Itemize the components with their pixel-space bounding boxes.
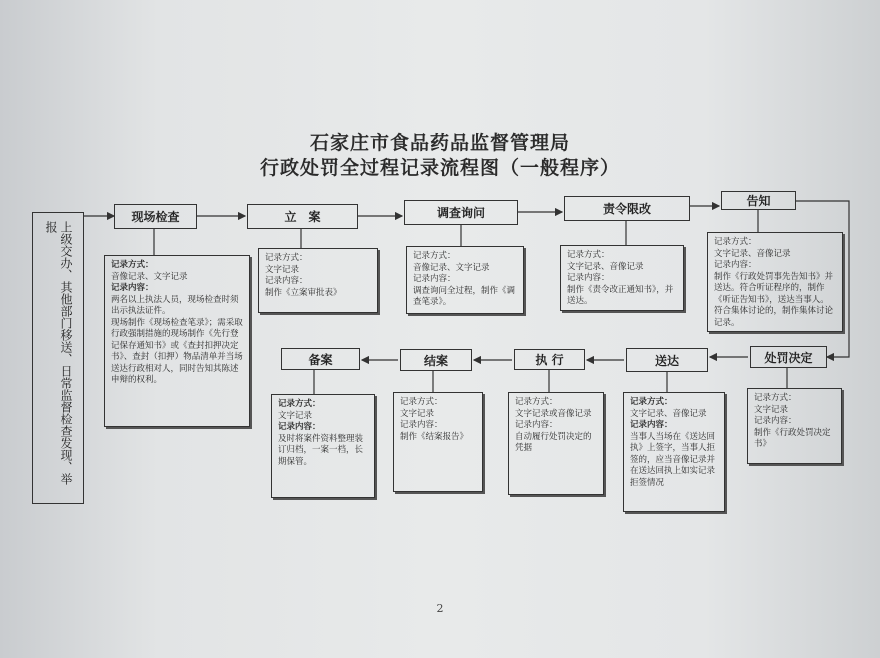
stage-zeling: 责令限改 xyxy=(564,196,690,221)
desc-text: 文字记录 xyxy=(754,404,789,415)
desc-diaocha xyxy=(406,246,524,314)
desc-label: 记录内容： xyxy=(754,416,797,426)
stage-diaocha: 调查询问 xyxy=(404,200,518,225)
desc-label: 记录方式： xyxy=(111,260,154,270)
desc-chufa xyxy=(747,388,842,464)
desc-label: 记录方式： xyxy=(413,251,456,261)
desc-label: 记录方式： xyxy=(754,393,797,403)
desc-text: 音像记录、文字记录 xyxy=(111,271,188,282)
desc-text: 当事人当场在《送达回执》上签字，当事人拒签的，应当音像记录并在送达回执上如实记录拒签情况 xyxy=(630,431,716,488)
desc-label: 记录方式： xyxy=(567,250,610,260)
desc-jiean xyxy=(393,392,483,492)
desc-label: 记录方式： xyxy=(630,397,673,407)
desc-label: 记录方式： xyxy=(265,253,308,263)
desc-label: 记录内容： xyxy=(515,420,558,430)
stage-jiean: 结案 xyxy=(400,349,472,371)
desc-text: 自动履行处罚决定的凭据 xyxy=(515,431,592,453)
desc-text: 制作《结案报告》 xyxy=(400,431,469,442)
desc-label: 记录方式： xyxy=(515,397,558,407)
desc-label: 记录方式： xyxy=(400,397,443,407)
desc-xianchang xyxy=(104,255,250,427)
desc-text: 文字记录、音像记录 xyxy=(630,408,707,419)
desc-text: 及时将案件资料整理装订归档，一案一档，长期保管。 xyxy=(278,433,364,467)
desc-label: 记录内容： xyxy=(413,274,456,284)
desc-label: 记录方式： xyxy=(714,237,757,247)
desc-songda xyxy=(623,392,725,512)
desc-text: 文字记录、音像记录 xyxy=(714,248,791,259)
desc-text: 制作《行政处罚决定书》 xyxy=(754,427,831,449)
desc-lian xyxy=(258,248,378,313)
desc-text: 文字记录 xyxy=(278,410,313,421)
desc-text: 制作《责令改正通知书》，并送达。 xyxy=(567,284,674,306)
desc-text: 音像记录、文字记录 xyxy=(413,262,490,273)
desc-text: 文字记录 xyxy=(400,408,435,419)
stage-gaozhi: 告知 xyxy=(721,191,796,210)
desc-label: 记录内容： xyxy=(567,273,610,283)
desc-text: 制作《立案审批表》 xyxy=(265,287,342,298)
desc-text: 文字记录或音像记录 xyxy=(515,408,592,419)
stage-beian: 备案 xyxy=(281,348,360,370)
desc-zeling xyxy=(560,245,684,311)
desc-zhixing xyxy=(508,392,604,495)
desc-text: 两名以上执法人员，现场检查时须出示执法证件。 xyxy=(111,294,239,316)
stage-chufa: 处罚决定 xyxy=(750,346,827,368)
desc-label: 记录内容： xyxy=(630,420,673,430)
desc-label: 记录内容： xyxy=(400,420,443,430)
desc-beian xyxy=(271,394,375,498)
title-agency: 石家庄市食品药品监督管理局 xyxy=(309,132,570,154)
stage-xianchang: 现场检查 xyxy=(114,204,197,229)
desc-text: 调查询问全过程，制作《调查笔录》。 xyxy=(413,285,516,307)
desc-label: 记录内容： xyxy=(265,276,308,286)
title-flowchart: 行政处罚全过程记录流程图（一般程序） xyxy=(259,157,620,179)
desc-text: 文字记录 xyxy=(265,264,300,275)
desc-label: 记录方式： xyxy=(278,399,321,409)
page-number: 2 xyxy=(436,602,444,615)
desc-label: 记录内容： xyxy=(278,422,321,432)
desc-text: 制作《行政处罚事先告知书》并送达。符合听证程序的，制作《听证告知书》，送达当事人。符合集体讨论的，制作集体讨论记录。 xyxy=(714,271,834,328)
desc-gaozhi xyxy=(707,232,843,332)
stage-zhixing: 执 行 xyxy=(514,349,585,370)
desc-label: 记录内容： xyxy=(111,283,154,293)
desc-label: 记录内容： xyxy=(714,260,757,270)
stage-lian: 立 案 xyxy=(247,204,358,229)
stage-songda: 送达 xyxy=(626,348,708,372)
source-box: 上级交办、其他部门移送、日常监督检查发现、举报 xyxy=(32,212,84,504)
desc-text: 现场制作《现场检查笔录》；需采取行政强制措施的现场制作《先行登记保存通知书》或《查封扣押决定书》、查封（扣押）物品清单并当场送达行政相对人，同时告知其陈述申辩的权利。 xyxy=(111,317,243,385)
desc-text: 文字记录、音像记录 xyxy=(567,261,644,272)
